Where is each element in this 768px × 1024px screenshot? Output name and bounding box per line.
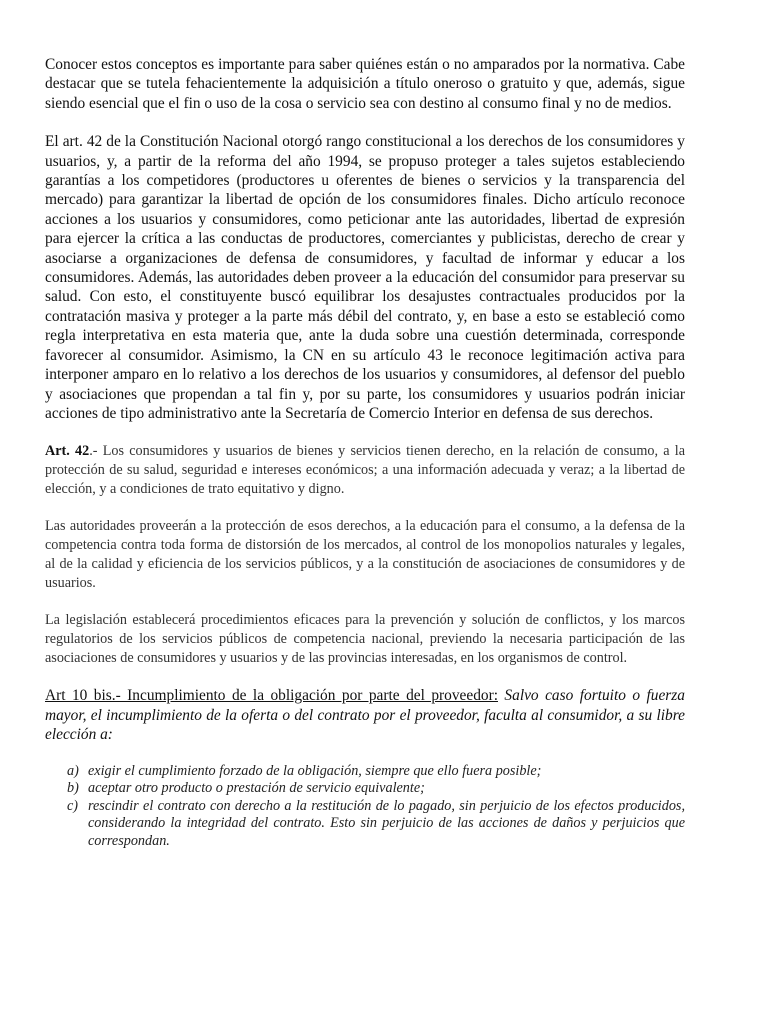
list-item — [45, 780, 685, 798]
art10bis-paragraph — [45, 686, 685, 744]
art10bis-body: Salvo caso fortuito o fuerza mayor, el incumplimiento de la oferta o del contrato por el proveedor, faculta al consumidor, a su libre elección a: — [45, 687, 685, 744]
list-item — [45, 798, 685, 851]
list-item — [45, 763, 685, 781]
list-item-marker: a) — [67, 762, 79, 779]
list-item-text: rescindir el contrato con derecho a la restitución de lo pagado, sin perjuicio de los efectos producidos, considerando la integridad del contrato. Esto sin perjuicio de las acciones de daños y perjuicios que correspondan. — [88, 797, 685, 849]
list-item-text: exigir el cumplimiento forzado de la obligación, siempre que ello fuera posible; — [88, 762, 542, 779]
art10bis-options-list — [45, 763, 685, 851]
quote-art42-paragraph-1 — [45, 442, 685, 499]
quote-art42-text: .- Los consumidores y usuarios de bienes y servicios tienen derecho, en la relación de consumo, a la protección de su salud, seguridad e intereses económicos; a una información adecuada y veraz; a la libertad de elección, y a condiciones de trato equitativo y digno. — [45, 443, 685, 498]
quote-art42-lead: Art. 42 — [45, 443, 90, 460]
list-item-text: aceptar otro producto o prestación de servicio equivalente; — [88, 780, 425, 797]
list-item-marker: b) — [67, 780, 79, 797]
art10bis-heading: Art 10 bis.- Incumplimiento de la obligación por parte del proveedor: — [45, 687, 498, 705]
paragraph-concepts: Conocer estos conceptos es importante para saber quiénes están o no amparados por la normativa. Cabe destacar que se tutela fehacientemente la adquisición a título oneroso o gratuito y que, además, sigue siendo esencial que el fin o uso de la cosa o servicio sea con destino al consumo final y no de medios. — [45, 56, 685, 112]
list-item-marker: c) — [67, 797, 79, 814]
quote-art42-paragraph-3: La legislación establecerá procedimientos eficaces para la prevención y solución de conflictos, y los marcos regulatorios de los servicios públicos de competencia nacional, previendo la necesaria participación de las asociaciones de consumidores y usuarios y de las provincias interesadas, en los organismos de control. — [45, 612, 685, 667]
quote-art42-paragraph-2: Las autoridades proveerán a la protección de esos derechos, a la educación para el consumo, a la defensa de la competencia contra toda forma de distorsión de los mercados, al control de los monopolios naturales y legales, al de la calidad y eficiencia de los servicios públicos, y a la constitución de asociaciones de consumidores y de usuarios. — [45, 518, 685, 592]
paragraph-art42-commentary: El art. 42 de la Constitución Nacional otorgó rango constitucional a los derechos de los consumidores y usuarios, y, a partir de la reforma del año 1994, se propuso proteger a tales sujetos estableciendo garantías a los competidores (productores u oferentes de bienes o servicios y la transparencia del mercado) para garantizar la libertad de opción de los consumidores finales. Dicho artículo reconoce acciones a los usuarios y consumidores, como peticionar ante las autoridades, libertad de expresión para ejercer la crítica a las conductas de productores, comerciantes y publicistas, derecho de crear y asociarse a organizaciones de defensa de consumidores, y facultad de informar y educar a los consumidores. Además, las autoridades deben proveer a la educación del consumidor para preservar su salud. Con esto, el constituyente buscó equilibrar los desajustes contractuales producidos por la contratación masiva y proteger a la parte más débil del contrato, y, en base a esto se estableció como regla interpretativa en esta materia que, ante la duda sobre una cuestión determinada, corresponde favorecer al consumidor. Asimismo, la CN en su artículo 43 le reconoce legitimación activa para interponer amparo en lo relativo a los derechos de los usuarios y consumidores, al defensor del pueblo y asociaciones que propendan a tal fin y, por su parte, los consumidores y usuarios podrán iniciar acciones de tipo administrativo ante la Secretaría de Comercio Interior en defensa de sus derechos. — [45, 133, 685, 422]
document-page — [45, 55, 685, 850]
